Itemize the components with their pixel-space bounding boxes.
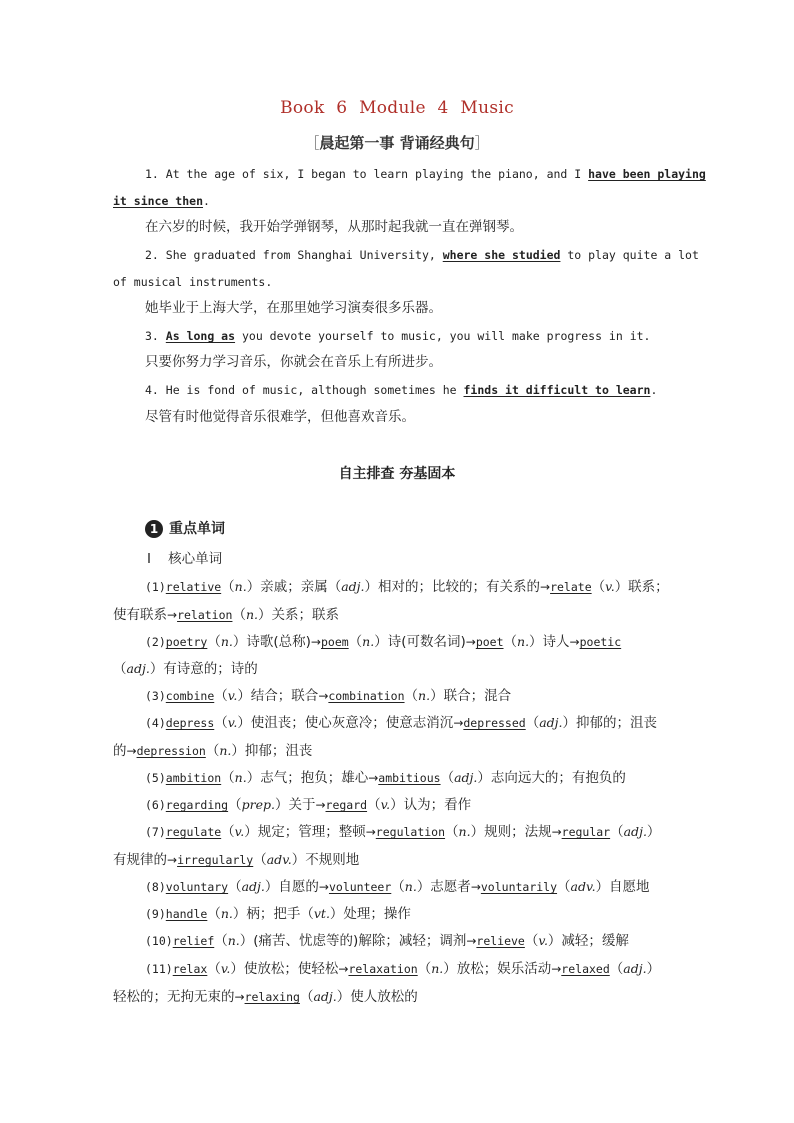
page-subtitle xyxy=(0,132,794,153)
part-heading: Ⅰ 核心单词 xyxy=(147,551,223,567)
vocab-item-2-cont: （adj.）有诗意的；诗的 xyxy=(113,661,258,677)
sentence-2-zh: 她毕业于上海大学，在那里她学习演奏很多乐器。 xyxy=(145,300,442,316)
key-phrase: where she studied xyxy=(442,248,561,262)
sentence-4-en: 4. He is fond of music, although sometimes he finds it difficult to learn. xyxy=(145,383,658,397)
number-badge: 1 xyxy=(145,520,163,538)
vocab-item-1-cont: 使有联系→relation（n.）关系；联系 xyxy=(113,607,339,623)
vocab-item-1: (1)relative（n.）亲戚；亲属（adj.）相对的；比较的；有关系的→relate（v.）联系； xyxy=(145,579,669,595)
vocab-item-3: (3)combine（v.）结合；联合→combination（n.）联合；混合 xyxy=(145,688,512,704)
vocab-item-6: (6)regarding（prep.）关于→regard（v.）认为；看作 xyxy=(145,797,472,813)
subtitle-bracket-close: ］ xyxy=(474,134,490,152)
vocab-item-7: (7)regulate（v.）规定；管理；整顿→regulation（n.）规则；法规→regular（adj.） xyxy=(145,824,661,840)
vocab-item-5: (5)ambition（n.）志气；抱负；雄心→ambitious（adj.）志向远大的；有抱负的 xyxy=(145,770,626,786)
vocab-item-7-cont: 有规律的→irregularly（adv.）不规则地 xyxy=(113,852,360,868)
sentence-3-en: 3. As long as you devote yourself to music, you will make progress in it. xyxy=(145,329,651,343)
vocab-item-9: (9)handle（n.）柄；把手（vt.）处理；操作 xyxy=(145,906,411,922)
sentence-1-en: 1. At the age of six, I began to learn playing the piano, and I have been playing xyxy=(145,167,706,181)
section-heading: 自主排查 夯基固本 xyxy=(338,466,456,482)
subtitle-bracket-open: ［ xyxy=(304,134,320,152)
sentence-1-zh: 在六岁的时候，我开始学弹钢琴，从那时起我就一直在弹钢琴。 xyxy=(145,219,523,235)
subsection-heading: 1 重点单词 xyxy=(145,519,715,538)
vocab-item-4: (4)depress（v.）使沮丧；使心灰意冷；使意志消沉→depressed（adj.）抑郁的；沮丧 xyxy=(145,715,657,731)
vocab-item-11-cont: 轻松的；无拘无束的→relaxing（adj.）使人放松的 xyxy=(113,989,418,1005)
vocab-item-10: (10)relief（n.）(痛苦、忧虑等的)解除；减轻；调剂→relieve（v.）减轻；缓解 xyxy=(145,933,629,949)
key-phrase: have been playing xyxy=(588,167,706,181)
sentence-1-en-cont: it since then. xyxy=(113,194,210,208)
sentence-2-en: 2. She graduated from Shanghai University, where she studied to play quite a lot xyxy=(145,248,699,262)
key-phrase: As long as xyxy=(165,329,236,343)
sentence-4-zh: 尽管有时他觉得音乐很难学，但他喜欢音乐。 xyxy=(145,409,415,425)
vocab-item-2: (2)poetry（n.）诗歌(总称)→poem（n.）诗(可数名词)→poet（n.）诗人→poetic xyxy=(145,634,622,650)
sentence-2-en-cont: of musical instruments. xyxy=(113,275,273,289)
vocab-item-8: (8)voluntary（adj.）自愿的→volunteer（n.）志愿者→voluntarily（adv.）自愿地 xyxy=(145,879,650,895)
subtitle-text: 晨起第一事 背诵经典句 xyxy=(319,134,475,152)
sentence-3-zh: 只要你努力学习音乐，你就会在音乐上有所进步。 xyxy=(145,354,442,370)
vocab-item-11: (11)relax（v.）使放松；使轻松→relaxation（n.）放松；娱乐活动→relaxed（adj.） xyxy=(145,961,661,977)
key-phrase: it since then xyxy=(113,194,204,208)
page-title: Book 6 Module 4 Music xyxy=(280,98,514,118)
vocab-item-4-cont: 的→depression（n.）抑郁；沮丧 xyxy=(113,743,313,759)
key-phrase: finds it difficult to learn xyxy=(463,383,651,397)
